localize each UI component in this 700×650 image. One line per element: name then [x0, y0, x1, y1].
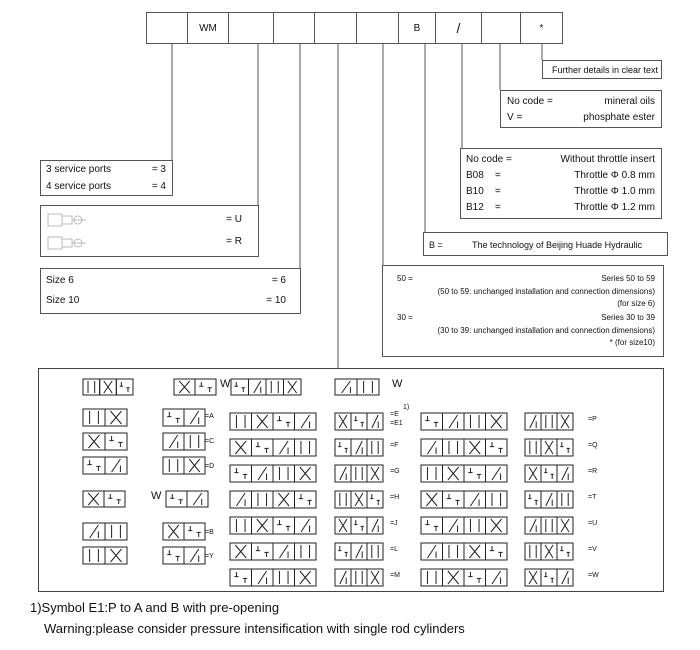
symbol-c2b-6: [335, 569, 383, 586]
symbol-label-q: =Q: [588, 442, 598, 449]
symbol-label-h: =H: [390, 494, 400, 501]
symbol-a-col-3: [83, 523, 127, 540]
series-code-30: 30 =: [397, 313, 413, 322]
series-text-30: Series 30 to 39: [601, 313, 655, 322]
symbol-c3a-5: [421, 543, 507, 560]
code-cell-1: [146, 12, 188, 44]
technology-box: [423, 232, 668, 256]
code-cell-b: B: [398, 12, 436, 44]
symbol-c2b-3: [335, 491, 383, 508]
symbol-c3a-3: [421, 491, 507, 508]
symbol-label-y: =Y: [205, 553, 214, 560]
tech-code: B =: [429, 240, 443, 250]
footnote-line-2: Warning:please consider pressure intensification with single rod cylinders: [44, 621, 465, 636]
symbol-label-l: =L: [390, 546, 398, 553]
symbol-a-col-1: [83, 433, 127, 450]
symbol-c2a-6: [230, 569, 316, 586]
symbol-b-col-4: [163, 547, 205, 564]
further-details-text: Further details in clear text: [552, 65, 659, 75]
size-label-1: Size 6: [46, 275, 74, 286]
throttle-code-1: B08: [466, 170, 484, 181]
symbol-label-c: =C: [205, 438, 215, 445]
symbol-c2a-2: [230, 465, 316, 482]
code-cell-slash: /: [435, 12, 482, 44]
schematic-valve-5: [83, 491, 125, 507]
solenoid-u-icon: [46, 211, 96, 255]
service-ports-box: [40, 160, 173, 196]
symbol-a-col-2: [83, 457, 127, 474]
size-label-2: Size 10: [46, 295, 80, 306]
symbol-label-b: =B: [205, 529, 214, 536]
w-label-2: W: [392, 378, 403, 390]
symbol-label-f: =F: [390, 442, 399, 449]
throttle-code-2: B10: [466, 186, 484, 197]
size-value-2: = 10: [266, 295, 286, 306]
further-details-box: [542, 60, 662, 79]
seal-code-1: No code =: [507, 96, 553, 107]
seal-text-1: mineral oils: [604, 96, 655, 107]
symbol-c2a-4: [230, 517, 316, 534]
ports-label-1: 3 service ports: [46, 164, 112, 175]
code-cell-wm: WM: [187, 12, 229, 44]
symbol-c2b-1: [335, 439, 383, 456]
symbol-c2b-5: [335, 543, 383, 560]
symbol-c2a-3: [230, 491, 316, 508]
symbol-a-col-4: [83, 547, 127, 564]
series-note-30: (30 to 39: unchanged installation and connection dimensions): [437, 326, 655, 335]
seal-code-2: V =: [507, 112, 523, 123]
throttle-box: [460, 148, 662, 219]
symbol-b-col-2: [163, 457, 205, 474]
symbol-c2a-5: [230, 543, 316, 560]
symbol-c3b-4: [525, 517, 573, 534]
series-text-50: Series 50 to 59: [601, 274, 655, 283]
symbol-c2a-0: [230, 413, 316, 430]
symbol-c3b-3: [525, 491, 573, 508]
symbol-b-col-3: [163, 523, 205, 540]
actuation-r: = R: [226, 236, 242, 247]
symbol-b-col-0: [163, 409, 205, 426]
throttle-code-0: No code =: [466, 154, 512, 165]
throttle-eq-1: =: [495, 170, 501, 181]
w-label-3: W: [151, 490, 162, 502]
actuation-u: = U: [226, 214, 242, 225]
valve-symbols-drawing: [39, 369, 663, 591]
symbol-c3a-2: [421, 465, 507, 482]
throttle-eq-2: =: [495, 186, 501, 197]
code-cell-9: [481, 12, 521, 44]
symbol-label-v: =V: [588, 546, 597, 553]
code-cell-star: *: [520, 12, 563, 44]
schematic-valve-2: [174, 379, 216, 395]
symbol-c3b-0: [525, 413, 573, 430]
symbol-c3a-0: [421, 413, 507, 430]
symbol-c3a-4: [421, 517, 507, 534]
symbol-label-m: =M: [390, 572, 400, 579]
throttle-text-1: Throttle Φ 0.8 mm: [574, 170, 655, 181]
symbol-label-g: =G: [390, 468, 400, 475]
symbol-c3a-6: [421, 569, 507, 586]
footnote-line-1: 1)Symbol E1:P to A and B with pre-opening: [30, 600, 280, 615]
symbol-label-d: =D: [205, 463, 215, 470]
symbol-c3b-1: [525, 439, 573, 456]
schematic-valve-3: [231, 379, 301, 395]
code-cell-4: [273, 12, 315, 44]
symbol-c2b-4: [335, 517, 383, 534]
symbols-panel: [38, 368, 664, 592]
symbol-c3b-5: [525, 543, 573, 560]
throttle-code-3: B12: [466, 202, 484, 213]
symbol-label-a: =A: [205, 413, 214, 420]
symbol-label-w: =W: [588, 572, 599, 579]
series-size-6: (for size 6): [617, 299, 655, 308]
symbol-label-e: =E: [390, 411, 399, 418]
schematic-valve-6: [166, 491, 208, 507]
symbol-label-u: =U: [588, 520, 598, 527]
throttle-eq-3: =: [495, 202, 501, 213]
symbol-c3b-2: [525, 465, 573, 482]
symbol-c3b-6: [525, 569, 573, 586]
series-code-50: 50 =: [397, 274, 413, 283]
code-cell-3: [228, 12, 274, 44]
symbol-b-col-1: [163, 433, 205, 450]
seal-material-box: [500, 90, 662, 128]
w-label-1: W: [220, 378, 231, 390]
size-box: [40, 268, 301, 314]
code-cell-6: [356, 12, 399, 44]
schematic-valve-1: [83, 379, 133, 395]
series-note-50: (50 to 59: unchanged installation and connection dimensions): [437, 287, 655, 296]
symbol-label-r: =R: [588, 468, 598, 475]
symbol-footnote-1: 1): [403, 404, 410, 411]
actuation-box: [40, 205, 259, 257]
series-box: [382, 265, 664, 357]
symbol-c3a-1: [421, 439, 507, 456]
ports-value-1: = 3: [151, 164, 166, 175]
code-cell-5: [314, 12, 357, 44]
symbol-label-j: =J: [390, 520, 398, 527]
tech-text: The technology of Beijing Huade Hydraulic: [472, 240, 643, 250]
ports-value-2: = 4: [151, 181, 166, 192]
ports-label-2: 4 service ports: [46, 181, 112, 192]
series-size-10: * (for size10): [609, 338, 655, 347]
symbol-label-p: =P: [588, 416, 597, 423]
throttle-text-3: Throttle Φ 1.2 mm: [574, 202, 655, 213]
seal-text-2: phosphate ester: [583, 112, 655, 123]
symbol-c2b-2: [335, 465, 383, 482]
symbol-label-e1: =E1: [390, 420, 403, 427]
symbol-label-t: =T: [588, 494, 597, 501]
throttle-text-2: Throttle Φ 1.0 mm: [574, 186, 655, 197]
symbol-c2b-0: [335, 413, 383, 430]
symbol-c2a-1: [230, 439, 316, 456]
throttle-text-0: Without throttle insert: [560, 154, 655, 165]
symbol-a-col-0: [83, 409, 127, 426]
size-value-1: = 6: [271, 275, 286, 286]
schematic-valve-4: [335, 379, 379, 395]
